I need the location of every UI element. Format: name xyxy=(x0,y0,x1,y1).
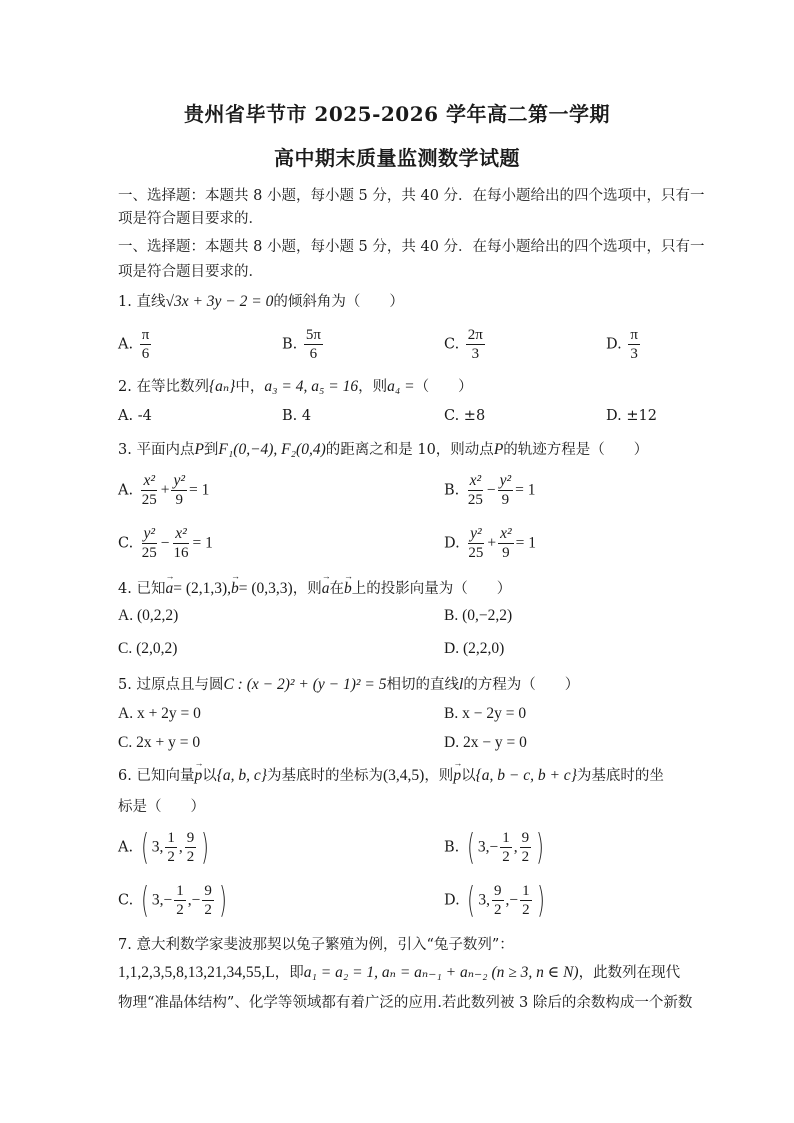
section-instructions-repeat-line2: 项是符合题目要求的． xyxy=(118,264,263,280)
section-instructions-line1: 一、选择题：本题共 8 小题，每小题 5 分，共 40 分．在每小题给出的四个选项中，只有一 xyxy=(118,188,705,204)
q4-option-c: C. (2,0,2) xyxy=(118,640,178,657)
q3-option-c: C. $\frac{\text{y²}}{25}$ − $\frac{\text{x²}}{16}$ = 1 xyxy=(118,525,213,561)
q2-option-b: B. 4 xyxy=(282,408,312,424)
vector-p: → p xyxy=(194,767,202,785)
question-1-stem: 1. 直线√3x + 3y − 2 = 0的倾斜角为（ ） xyxy=(118,293,404,310)
question-7-stem-line2: 1,1,2,3,5,8,13,21,34,55,L，即a₁ = a₂ = 1, aₙ = aₙ₋₁ + aₙ₋₂ (n ≥ 3, n ∈ N)，此数列在现代 xyxy=(118,964,681,981)
q4-option-a: A. (0,2,2) xyxy=(118,607,179,624)
q3-option-b: B. $\frac{\text{x²}}{25}$ − $\frac{\text{y²}}{9}$ = 1 xyxy=(444,472,536,508)
q6-option-b: B. ( 3,− $\frac{1}{2}$ , $\frac{9}{2}$ ) xyxy=(444,827,545,868)
question-7-stem: 7. 意大利数学家斐波那契以兔子繁殖为例，引入“兔子数列”： xyxy=(118,937,514,953)
exam-title-line2: 高中期末质量监测数学试题 xyxy=(274,146,520,170)
question-2-stem: 2. 在等比数列{aₙ}中，a₃ = 4, a₅ = 16，则a₄ =（ ） xyxy=(118,378,473,395)
q6-option-c: C. ( 3,− $\frac{1}{2}$ ,− $\frac{9}{2}$ ) xyxy=(118,880,227,921)
q6-option-a: A. ( 3, $\frac{1}{2}$ , $\frac{9}{2}$ ) xyxy=(118,827,210,868)
section-instructions-repeat-line1: 一、选择题：本题共 8 小题，每小题 5 分，共 40 分．在每小题给出的四个选项中，只有一 xyxy=(118,239,705,255)
q2-option-c: C. ±8 xyxy=(444,408,486,424)
q4-option-d: D. (2,2,0) xyxy=(444,640,505,657)
fibonacci-definition: a₁ = a₂ = 1, aₙ = aₙ₋₁ + aₙ₋₂ (n ≥ 3, n ∈ N) xyxy=(303,964,579,981)
question-7-stem-line3: 物理“准晶体结构”、化学等领域都有着广泛的应用.若此数列被 3 除后的余数构成一个新数 xyxy=(118,995,693,1011)
exam-title-line1: 贵州省毕节市 2025-2026 学年高二第一学期 xyxy=(183,102,611,126)
question-4-stem: 4. 已知→ a= (2,1,3),→ b= (0,3,3)，则→ a在→ b上的投影向量为（ ） xyxy=(118,577,511,598)
question-5-stem: 5. 过原点且与圆C : (x − 2)² + (y − 1)² = 5相切的直线l的方程为（ ） xyxy=(118,676,580,693)
q2-option-d: D. ±12 xyxy=(606,408,657,424)
section-instructions-line2: 项是符合题目要求的． xyxy=(118,211,263,227)
q6-option-d: D. ( 3, $\frac{9}{2}$ ,− $\frac{1}{2}$ ) xyxy=(444,880,545,921)
vector-a: → a xyxy=(165,580,173,598)
q5-option-c: C. 2x + y = 0 xyxy=(118,734,201,751)
q1-option-b: B. $\frac{5\pi}{6}$ xyxy=(282,327,321,362)
q3-option-d: D. $\frac{\text{y²}}{25}$ + $\frac{\text{x²}}{9}$ = 1 xyxy=(444,525,536,561)
q3-option-a: A. $\frac{\text{x²}}{25}$ + $\frac{\text{y²}}{9}$ = 1 xyxy=(118,472,210,508)
question-number: 1. xyxy=(118,294,132,310)
vector-b: → b xyxy=(231,580,239,598)
q5-option-a: A. x + 2y = 0 xyxy=(118,705,201,722)
q1-option-a: A. $\frac{\pi}{6}$ xyxy=(118,327,150,362)
question-6-stem-line2: 标是（ ） xyxy=(118,799,205,815)
q5-option-b: B. x − 2y = 0 xyxy=(444,705,527,722)
q1-option-d: D. $\frac{\pi}{3}$ xyxy=(606,327,638,362)
fibonacci-sequence: 1,1,2,3,5,8,13,21,34,55,L xyxy=(118,964,275,981)
q2-option-a: A. -4 xyxy=(118,408,152,424)
q1-option-c: C. $\frac{2\pi}{3}$ xyxy=(444,327,483,362)
question-3-stem: 3. 平面内点P到F₁(0,−4), F₂(0,4)的距离之和是 10，则动点P的轨迹方程是（ ） xyxy=(118,441,649,458)
line-equation: √3x + 3y − 2 = 0 xyxy=(165,293,274,310)
q4-option-b: B. (0,−2,2) xyxy=(444,607,513,624)
question-6-stem: 6. 已知向量→ p以{a, b, c}为基底时的坐标为(3,4,5)，则→ p以{a, b − c, b + c}为基底时的坐 xyxy=(118,764,664,785)
q5-option-d: D. 2x − y = 0 xyxy=(444,734,527,751)
